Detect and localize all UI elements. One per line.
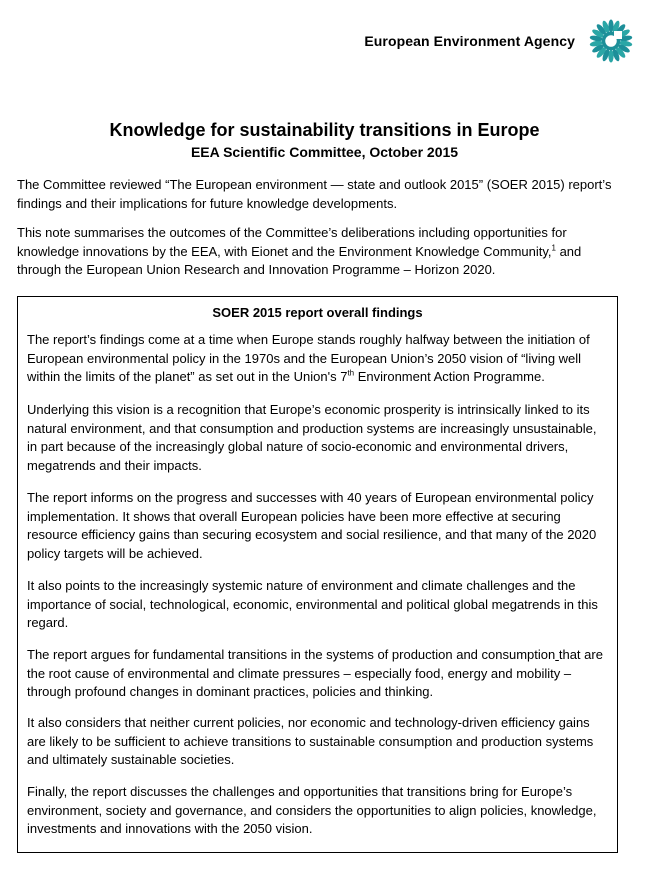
intro-paragraph-2 (17, 224, 617, 280)
logo-ring-gap (614, 31, 622, 39)
findings-paragraph (27, 331, 607, 387)
footnote-marker: 1 (551, 243, 556, 253)
title-block (0, 118, 649, 162)
findings-heading: SOER 2015 report overall findings (212, 305, 423, 320)
findings-text-continued: that are the root cause of environmental and climate pressures – especially food, energy and mobility – through profound changes in dominant practices, policies and thinking. (27, 647, 603, 699)
superscript-th: th (347, 368, 355, 378)
intro-text: This note summarises the outcomes of the Committee’s deliberations including opportunities for knowledge innovations by the EEA, with Eionet and the Environment Knowledge Community, (17, 225, 567, 259)
findings-text: The report’s findings come at a time when Europe stands roughly halfway between the initiation of European environmental policy in the 1970s and the European Union’s 2050 vision of “living well within the limits of the planet” as set out in the Union's 7 (27, 332, 590, 384)
findings-box (17, 296, 618, 853)
findings-paragraph: Underlying this vision is a recognition that Europe’s economic prosperity is intrinsically linked to its natural environment, and that consumption and production systems are increasingly unsustainable, in part because of the increasingly global nature of socio-economic and environmental drivers, megatrends and their impacts. (27, 402, 597, 473)
intro-paragraph-1: The Committee reviewed “The European environment — state and outlook 2015” (SOER 2015) report’s findings and their implications for future knowledge developments. (17, 177, 612, 211)
page-header (305, 18, 635, 64)
findings-paragraph (27, 646, 607, 702)
agency-name: European Environment Agency (364, 33, 575, 49)
document-subtitle: EEA Scientific Committee, October 2015 (190, 144, 459, 160)
findings-paragraph: It also points to the increasingly systemic nature of environment and climate challenges and the importance of social, technological, economic, environmental and political global megatrends in this regard. (27, 578, 598, 630)
eea-logo-icon (587, 17, 635, 65)
findings-text: The report argues for fundamental transitions in the systems of production and consumption (27, 647, 556, 662)
findings-paragraph: The report informs on the progress and successes with 40 years of European environmental policy implementation. It shows that overall European policies have been more effective at securing resource efficiency gains than securing ecosystem and social resilience, and that many of the 2020 policy targets will be achieved. (27, 490, 597, 561)
document-title: Knowledge for sustainability transitions in Europe (109, 120, 540, 140)
findings-paragraph: It also considers that neither current policies, nor economic and technology-driven efficiency gains are likely to be sufficient to achieve transitions to sustainable consumption and production systems and ultimately sustainable societies. (27, 715, 594, 767)
intro-text-continued: and through the European Union Research and Innovation Programme – Horizon 2020. (17, 243, 582, 277)
logo-petal (608, 50, 613, 63)
findings-text-continued: Environment Action Programme. (354, 369, 545, 384)
findings-paragraph: Finally, the report discusses the challenges and opportunities that transitions bring for Europe’s environment, society and governance, and considers the opportunities to align policies, knowledge, investments and innovations with the 2050 vision. (27, 784, 597, 836)
logo-petal (608, 20, 613, 33)
